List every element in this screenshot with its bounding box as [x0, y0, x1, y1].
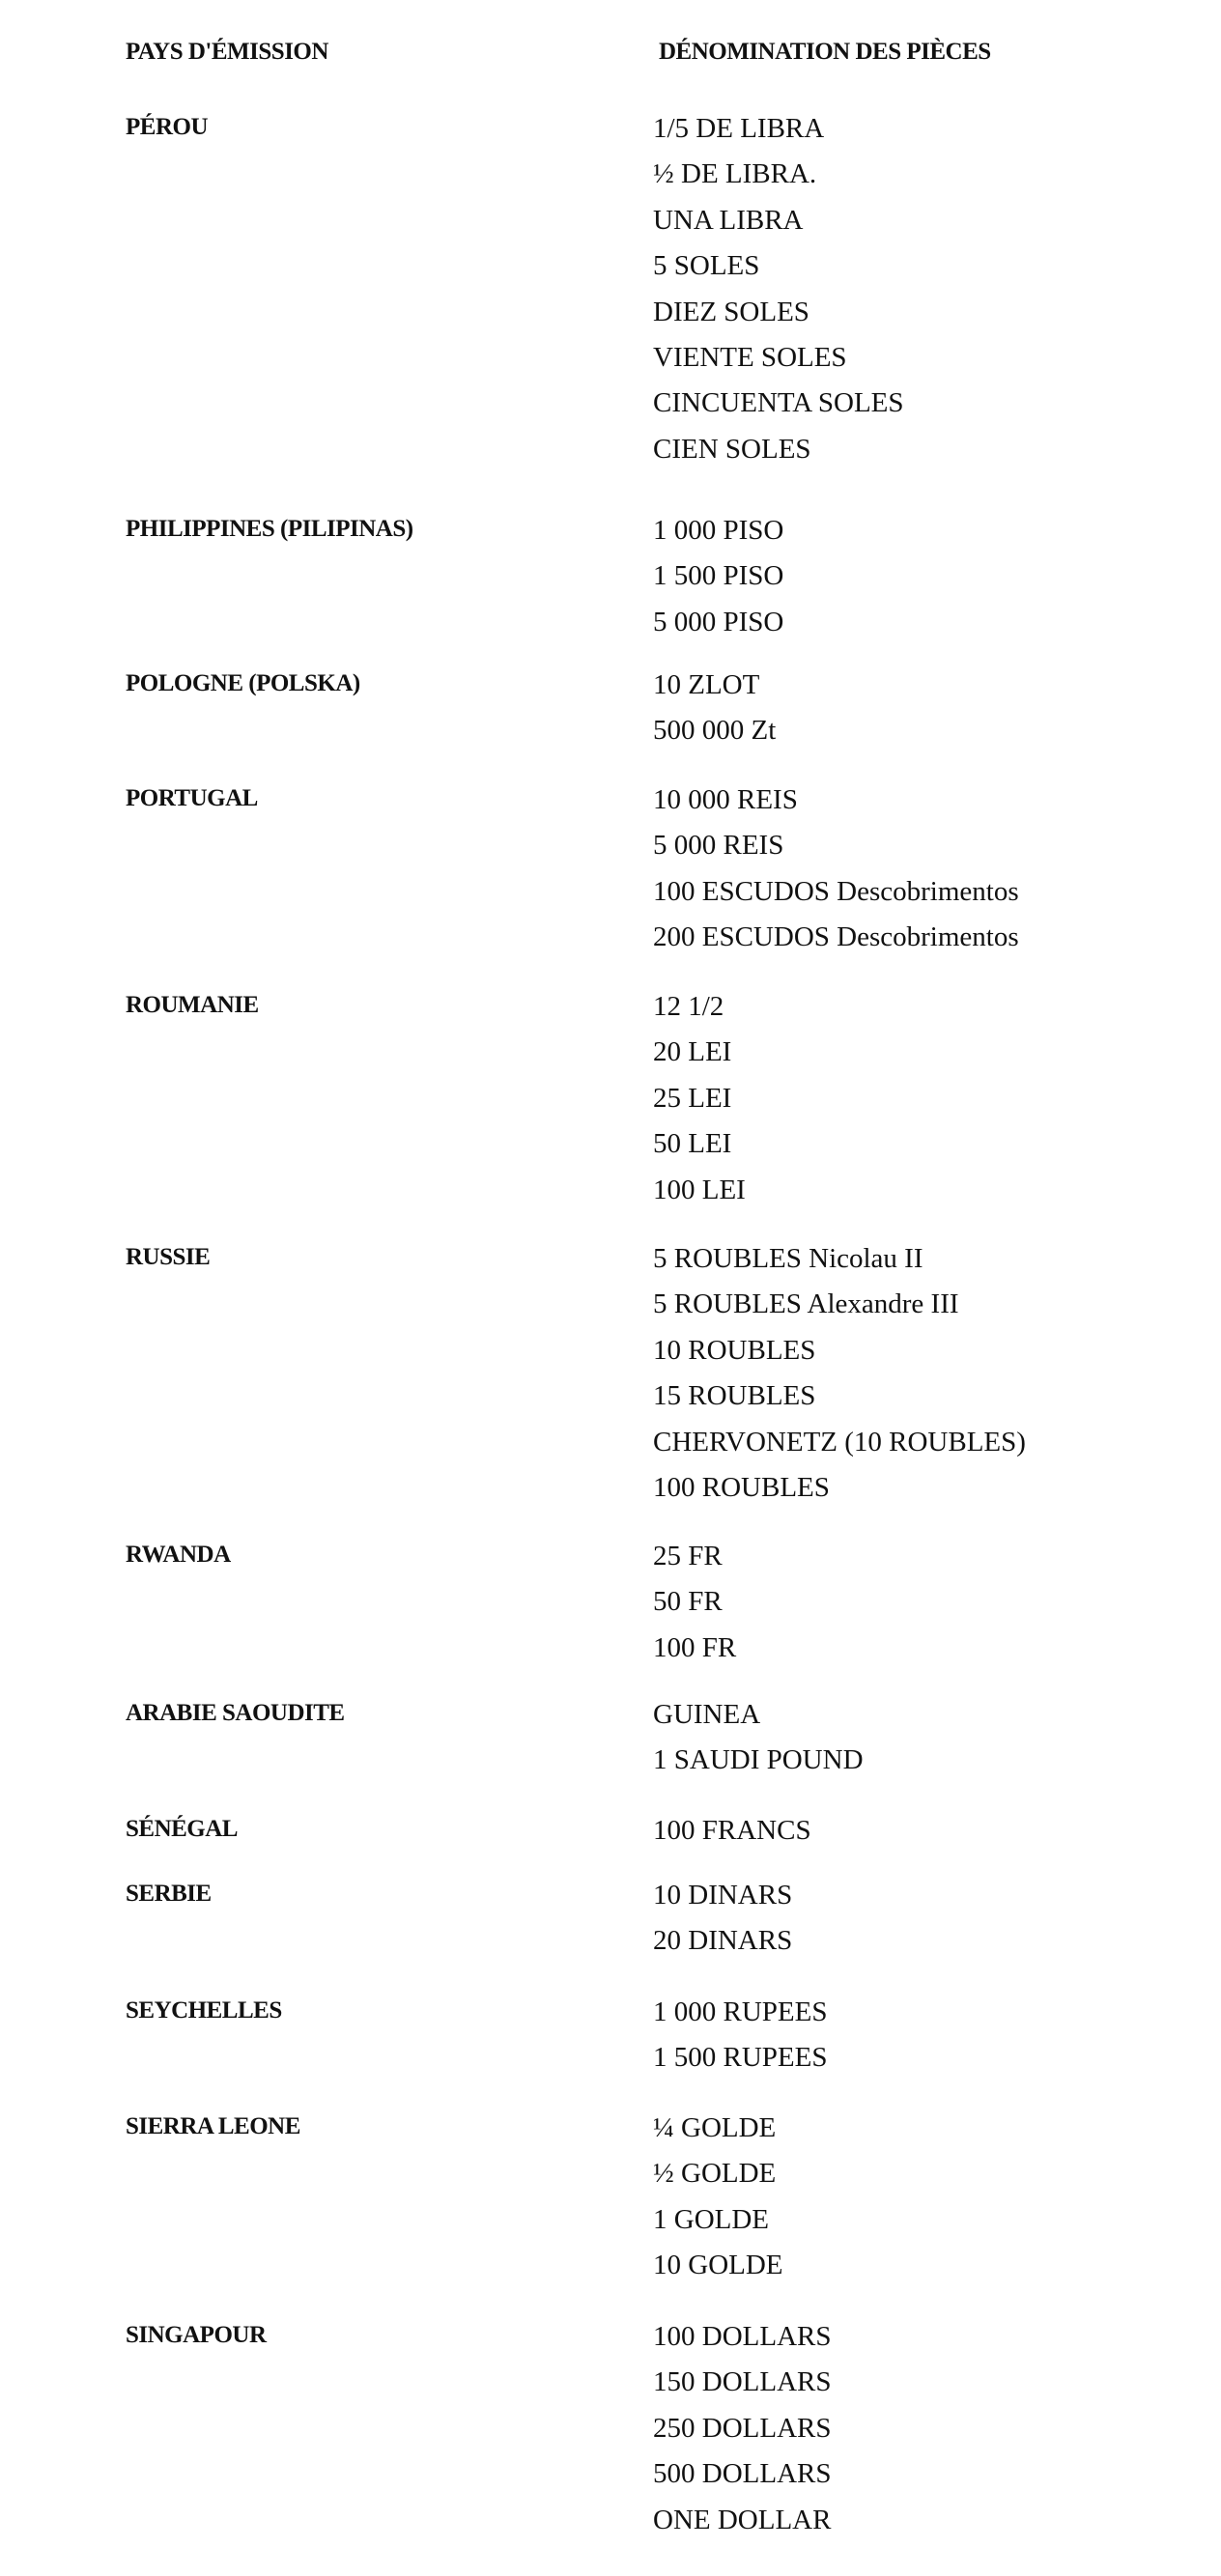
denomination: ½ DE LIBRA.	[653, 158, 817, 190]
country-name: PORTUGAL	[126, 785, 258, 811]
denomination: 25 LEI	[653, 1082, 732, 1114]
denomination: 100 ROUBLES	[653, 1471, 830, 1503]
denomination: CIEN SOLES	[653, 433, 811, 465]
country-name: SÉNÉGAL	[126, 1816, 238, 1842]
country-name: PÉROU	[126, 114, 208, 140]
denomination: CINCUENTA SOLES	[653, 387, 904, 419]
country-name: ARABIE SAOUDITE	[126, 1700, 345, 1726]
denomination-list	[653, 516, 783, 653]
denomination: 1 500 RUPEES	[653, 2042, 828, 2074]
denomination: ONE DOLLAR	[653, 2504, 832, 2535]
denomination: 500 000 Zt	[653, 715, 777, 747]
denomination: 250 DOLLARS	[653, 2412, 832, 2444]
denomination-list	[653, 1881, 792, 1972]
denomination: 100 FRANCS	[653, 1815, 811, 1846]
denomination: ½ GOLDE	[653, 2158, 777, 2190]
denomination: 500 DOLLARS	[653, 2458, 832, 2490]
denomination: 200 ESCUDOS Descobrimentos	[653, 921, 1019, 953]
denomination: 10 DINARS	[653, 1880, 793, 1911]
denomination: 100 ESCUDOS Descobrimentos	[653, 875, 1019, 907]
denomination: 1 SAUDI POUND	[653, 1744, 864, 1776]
denomination-list	[653, 670, 776, 762]
denomination-list	[653, 1700, 864, 1792]
denomination: 10 ZLOT	[653, 669, 760, 700]
denomination: DIEZ SOLES	[653, 296, 809, 327]
denomination: 1 500 PISO	[653, 560, 784, 592]
denomination-list	[653, 2113, 783, 2297]
denomination: GUINEA	[653, 1699, 761, 1730]
country-name: SINGAPOUR	[126, 2322, 267, 2348]
denomination: 20 LEI	[653, 1036, 732, 1068]
denomination: 5 000 REIS	[653, 830, 784, 862]
header-denomination: DÉNOMINATION DES PIÈCES	[659, 39, 991, 65]
denomination: 5 000 PISO	[653, 606, 784, 637]
denomination: ¼ GOLDE	[653, 2112, 777, 2143]
denomination-list	[653, 785, 1019, 969]
country-name: RUSSIE	[126, 1244, 211, 1270]
country-name: POLOGNE (POLSKA)	[126, 670, 360, 696]
country-name: RWANDA	[126, 1542, 231, 1568]
denomination: 1 GOLDE	[653, 2203, 770, 2235]
denomination: 12 1/2	[653, 991, 724, 1022]
country-name: PHILIPPINES (PILIPINAS)	[126, 516, 413, 542]
denomination: VIENTE SOLES	[653, 341, 847, 373]
denomination-list	[653, 1542, 736, 1679]
denomination: 50 LEI	[653, 1128, 732, 1160]
denomination-list	[653, 1997, 827, 2089]
denomination: 10 GOLDE	[653, 2250, 783, 2281]
denomination: 100 DOLLARS	[653, 2321, 832, 2352]
denomination: 10 000 REIS	[653, 784, 798, 815]
country-name: SERBIE	[126, 1881, 212, 1907]
denomination: UNA LIBRA	[653, 204, 804, 236]
denomination: 10 ROUBLES	[653, 1334, 816, 1366]
denomination-list	[653, 992, 746, 1221]
denomination: 1 000 PISO	[653, 515, 784, 546]
denomination-list	[653, 114, 904, 480]
country-name: ROUMANIE	[126, 992, 259, 1018]
denomination: 50 FR	[653, 1586, 723, 1618]
denomination: CHERVONETZ (10 ROUBLES)	[653, 1426, 1026, 1458]
denomination: 5 SOLES	[653, 250, 760, 282]
country-name: SEYCHELLES	[126, 1997, 282, 2024]
denomination: 100 LEI	[653, 1174, 746, 1205]
denomination: 20 DINARS	[653, 1925, 793, 1957]
denomination: 25 FR	[653, 1541, 723, 1571]
denomination: 1/5 DE LIBRA	[653, 113, 825, 144]
country-name: SIERRA LEONE	[126, 2113, 300, 2139]
denomination-list	[653, 2322, 831, 2551]
denomination: 150 DOLLARS	[653, 2366, 832, 2398]
header-country: PAYS D'ÉMISSION	[126, 39, 328, 65]
denomination: 100 FR	[653, 1631, 737, 1663]
denomination-list	[653, 1244, 1026, 1518]
denomination: 1 000 RUPEES	[653, 1996, 828, 2027]
denomination: 5 ROUBLES Alexandre III	[653, 1288, 959, 1320]
denomination: 5 ROUBLES Nicolau II	[653, 1243, 923, 1274]
denomination: 15 ROUBLES	[653, 1380, 816, 1412]
denomination-list	[653, 1816, 811, 1861]
